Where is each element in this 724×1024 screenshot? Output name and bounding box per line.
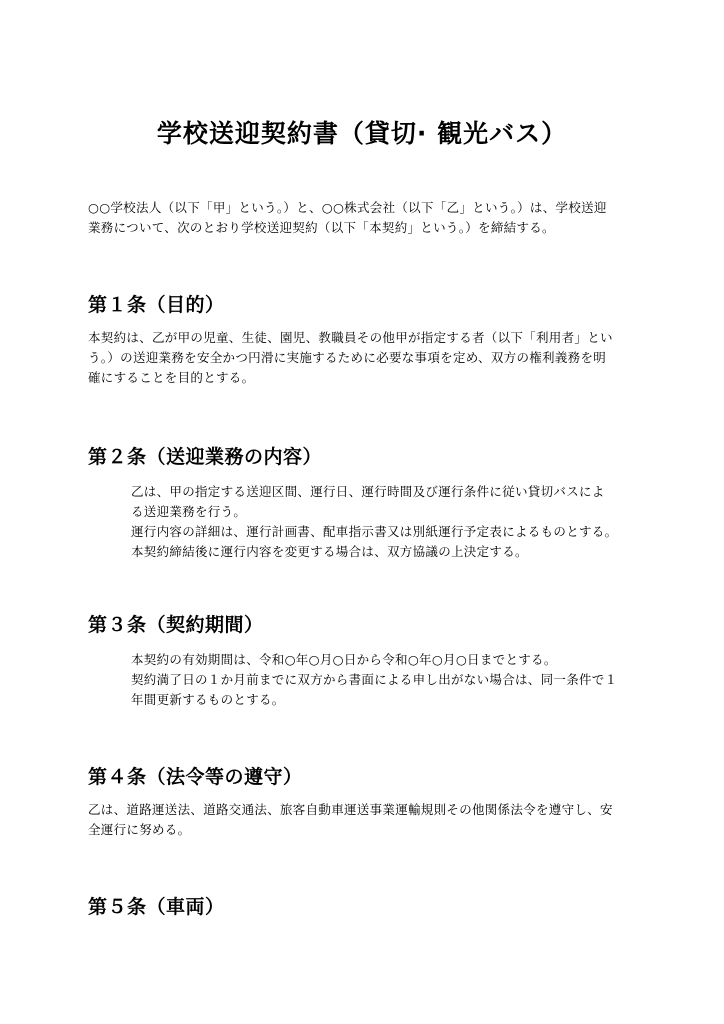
article-2-line: る送迎業務を行う。 <box>131 504 247 519</box>
article-3-line: 年間更新するものとする。 <box>131 692 285 707</box>
article-4-line: 乙は、道路運送法、道路交通法、旅客自動車運送事業運輸規則その他関係法令を遵守し、安 <box>88 802 613 817</box>
article-1-line: う。）の送迎業務を安全かつ円滑に実施するために必要な事項を定め、双方の権利義務を明 <box>88 350 607 365</box>
article-3-body <box>131 650 636 710</box>
article-4-heading: 第４条（法令等の遵守） <box>88 766 303 788</box>
article-4-line: 全運行に努める。 <box>88 822 191 837</box>
article-1-line: 本契約は、乙が甲の児童、生徒、園児、教職員その他甲が指定する者（以下「利用者」とい <box>88 330 613 345</box>
document-title: 学校送迎契約書（貸切· 観光バス） <box>156 119 568 148</box>
article-2-line: 本契約締結後に運行内容を変更する場合は、双方協議の上決定する。 <box>131 544 528 559</box>
article-2-line: 乙は、甲の指定する送迎区間、運行日、運行時間及び運行条件に従い貸切バスによ <box>131 484 605 499</box>
article-3-heading: 第３条（契約期間） <box>88 614 264 636</box>
article-2-heading: 第２条（送迎業務の内容） <box>88 446 323 468</box>
article-2-body <box>131 482 636 562</box>
article-1-body <box>88 328 640 388</box>
article-1-heading: 第１条（目的） <box>88 294 225 316</box>
article-1-line: 確にすることを目的とする。 <box>88 370 255 385</box>
preamble-paragraph <box>88 198 640 238</box>
preamble-line: ○○学校法人（以下「甲」という。）と、○○株式会社（以下「乙」という。）は、学校送迎 <box>88 200 607 215</box>
article-4-body <box>88 800 640 840</box>
article-5-heading: 第５条（車両） <box>88 896 225 918</box>
article-2-line: 運行内容の詳細は、運行計画書、配車指示書又は別紙運行予定表によるものとする。 <box>131 524 618 539</box>
article-3-line: 契約満了日の１か月前までに双方から書面による申し出がない場合は、同一条件で１ <box>131 672 618 687</box>
preamble-line: 業務について、次のとおり学校送迎契約（以下「本契約」という。）を締結する。 <box>88 220 555 235</box>
article-3-line: 本契約の有効期間は、令和○年○月○日から令和○年○月○日までとする。 <box>131 652 557 667</box>
